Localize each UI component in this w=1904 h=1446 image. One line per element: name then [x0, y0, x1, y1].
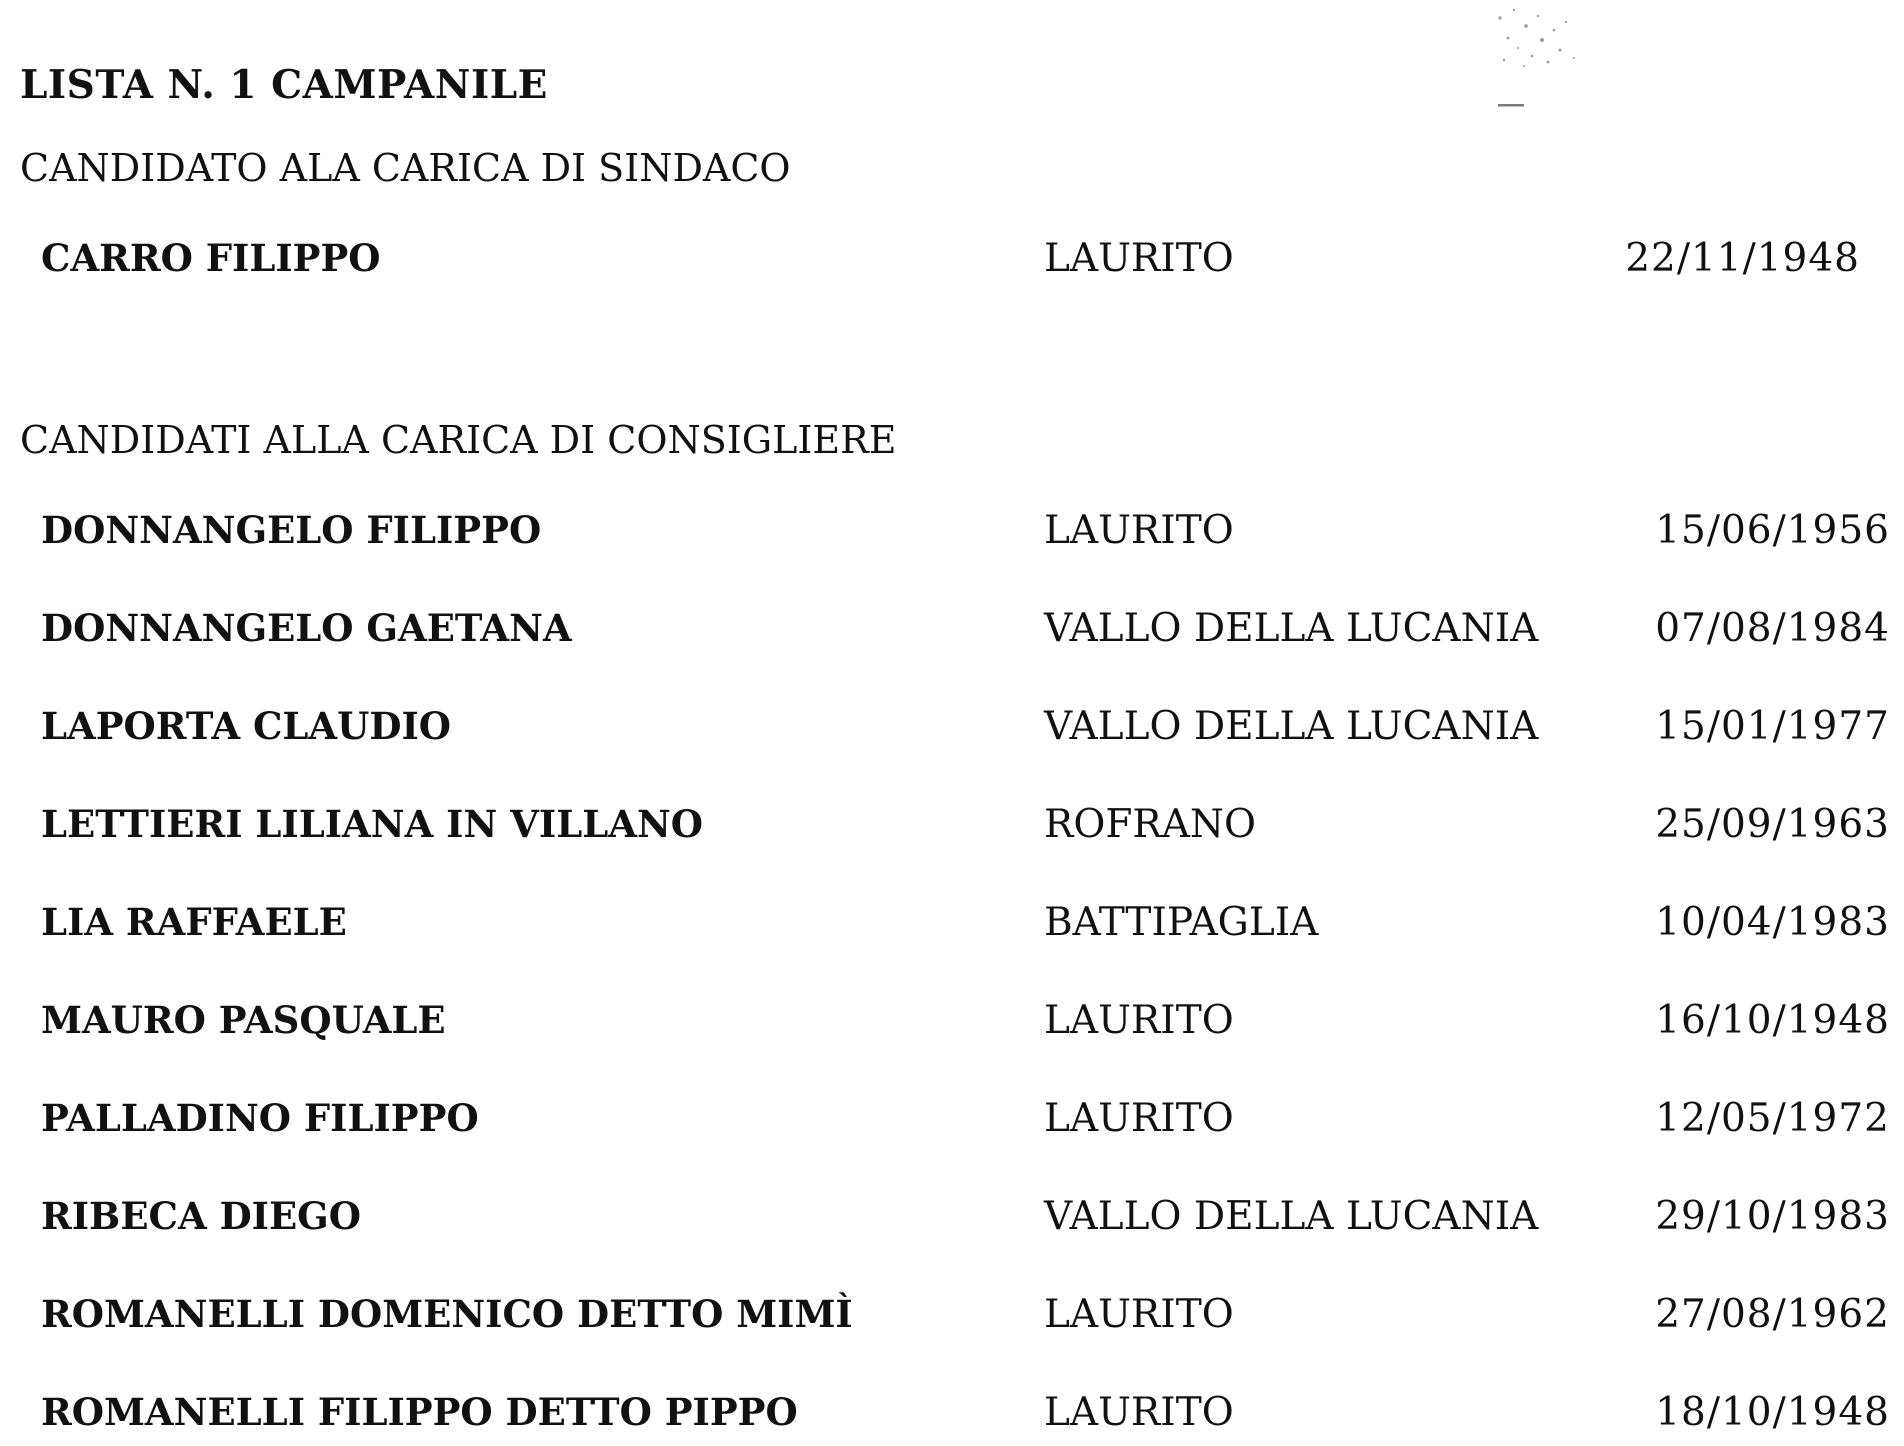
candidate-birthplace: LAURITO — [1044, 236, 1234, 281]
mayor-candidate-row — [0, 236, 1904, 286]
candidate-birthplace: LAURITO — [1044, 1390, 1234, 1435]
council-candidate-row — [0, 1292, 1904, 1342]
candidate-birthdate: 16/10/1948 — [1655, 998, 1890, 1043]
council-candidate-row — [0, 508, 1904, 558]
candidate-name: ROMANELLI DOMENICO DETTO MIMÌ — [41, 1292, 853, 1336]
scan-speckle-mark — [1480, 0, 1640, 120]
candidate-name: CARRO FILIPPO — [41, 236, 381, 280]
candidate-name: DONNANGELO GAETANA — [41, 606, 572, 650]
list-title: LISTA N. 1 CAMPANILE — [20, 62, 548, 108]
candidate-birthdate: 07/08/1984 — [1655, 606, 1890, 651]
candidate-birthdate: 27/08/1962 — [1655, 1292, 1890, 1337]
candidate-name: ROMANELLI FILIPPO DETTO PIPPO — [41, 1390, 798, 1434]
council-candidate-row — [0, 1390, 1904, 1440]
candidate-birthdate: 22/11/1948 — [1625, 236, 1860, 281]
candidate-name: RIBECA DIEGO — [41, 1194, 361, 1238]
candidate-birthdate: 29/10/1983 — [1655, 1194, 1890, 1239]
council-candidate-row — [0, 802, 1904, 852]
council-candidate-row — [0, 900, 1904, 950]
council-candidate-row — [0, 606, 1904, 656]
council-candidate-row — [0, 998, 1904, 1048]
candidate-birthplace: LAURITO — [1044, 1292, 1234, 1337]
candidate-name: PALLADINO FILIPPO — [41, 1096, 479, 1140]
candidate-name: LAPORTA CLAUDIO — [41, 704, 452, 748]
candidate-birthdate: 18/10/1948 — [1655, 1390, 1890, 1435]
council-candidate-row — [0, 704, 1904, 754]
candidate-name: DONNANGELO FILIPPO — [41, 508, 542, 552]
candidate-birthplace: ROFRANO — [1044, 802, 1257, 847]
candidate-birthdate: 10/04/1983 — [1655, 900, 1890, 945]
candidate-name: LIA RAFFAELE — [41, 900, 347, 944]
candidate-birthplace: LAURITO — [1044, 508, 1234, 553]
candidate-birthdate: 15/01/1977 — [1655, 704, 1890, 749]
candidate-birthdate: 12/05/1972 — [1655, 1096, 1890, 1141]
candidate-name: LETTIERI LILIANA IN VILLANO — [41, 802, 703, 846]
candidate-birthplace: LAURITO — [1044, 1096, 1234, 1141]
council-candidate-row — [0, 1096, 1904, 1146]
candidate-birthplace: LAURITO — [1044, 998, 1234, 1043]
council-section-heading: CANDIDATI ALLA CARICA DI CONSIGLIERE — [20, 418, 897, 462]
candidate-birthdate: 25/09/1963 — [1655, 802, 1890, 847]
candidate-name: MAURO PASQUALE — [41, 998, 446, 1042]
candidate-birthdate: 15/06/1956 — [1655, 508, 1890, 553]
candidate-birthplace: VALLO DELLA LUCANIA — [1044, 704, 1539, 749]
candidate-birthplace: VALLO DELLA LUCANIA — [1044, 606, 1539, 651]
candidate-birthplace: VALLO DELLA LUCANIA — [1044, 1194, 1539, 1239]
council-candidate-row — [0, 1194, 1904, 1244]
mayor-section-heading: CANDIDATO ALA CARICA DI SINDACO — [20, 146, 791, 190]
candidate-birthplace: BATTIPAGLIA — [1044, 900, 1319, 945]
